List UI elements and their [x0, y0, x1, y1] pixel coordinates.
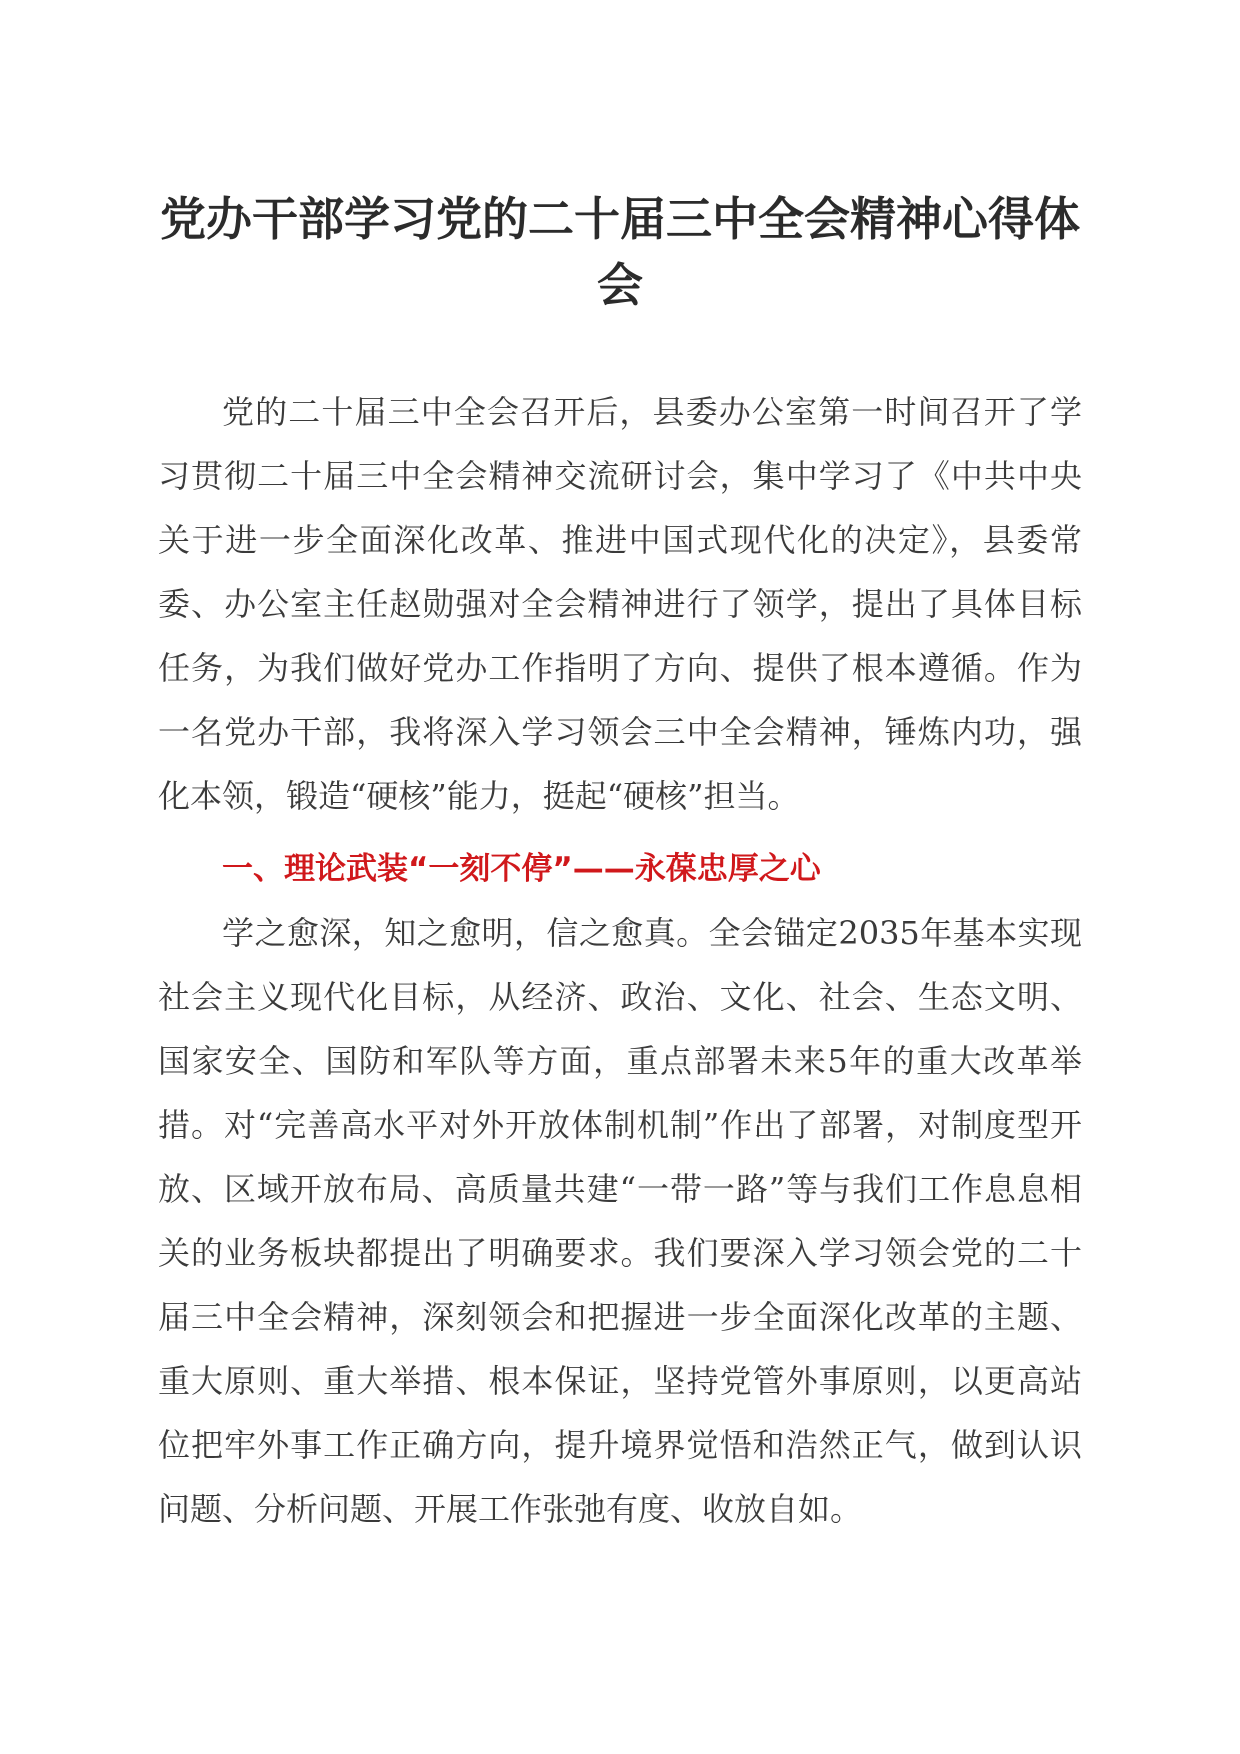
- section-1-paragraph: 学之愈深，知之愈明，信之愈真。全会锚定2035年基本实现社会主义现代化目标，从经济、政治、文化、社会、生态文明、国家安全、国防和军队等方面，重点部署未来5年的重大改革举措。对“完善高水平对外开放体制机制”作出了部署，对制度型开放、区域开放布局、高质量共建“一带一路”等与我们工作息息相关的业务板块都提出了明确要求。我们要深入学习领会党的二十届三中全会精神，深刻领会和把握进一步全面深化改革的主题、重大原则、重大举措、根本保证，坚持党管外事原则，以更高站位把牢外事工作正确方向，提升境界觉悟和浩然正气，做到认识问题、分析问题、开展工作张弛有度、收放自如。: [158, 914, 1082, 1528]
- section-heading-1: 一、理论武装“一刻不停”——永葆忠厚之心: [222, 851, 821, 887]
- intro-paragraph: 党的二十届三中全会召开后，县委办公室第一时间召开了学习贯彻二十届三中全会精神交流研讨会，集中学习了《中共中央关于进一步全面深化改革、推进中国式现代化的决定》，县委常委、办公室主任赵勋强对全会精神进行了领学，提出了具体目标任务，为我们做好党办工作指明了方向、提供了根本遵循。作为一名党办干部，我将深入学习领会三中全会精神，锤炼内功，强化本领，锻造“硬核”能力，挺起“硬核”担当。: [158, 393, 1082, 815]
- document-title: 党办干部学习党的二十届三中全会精神心得体会: [160, 192, 1080, 312]
